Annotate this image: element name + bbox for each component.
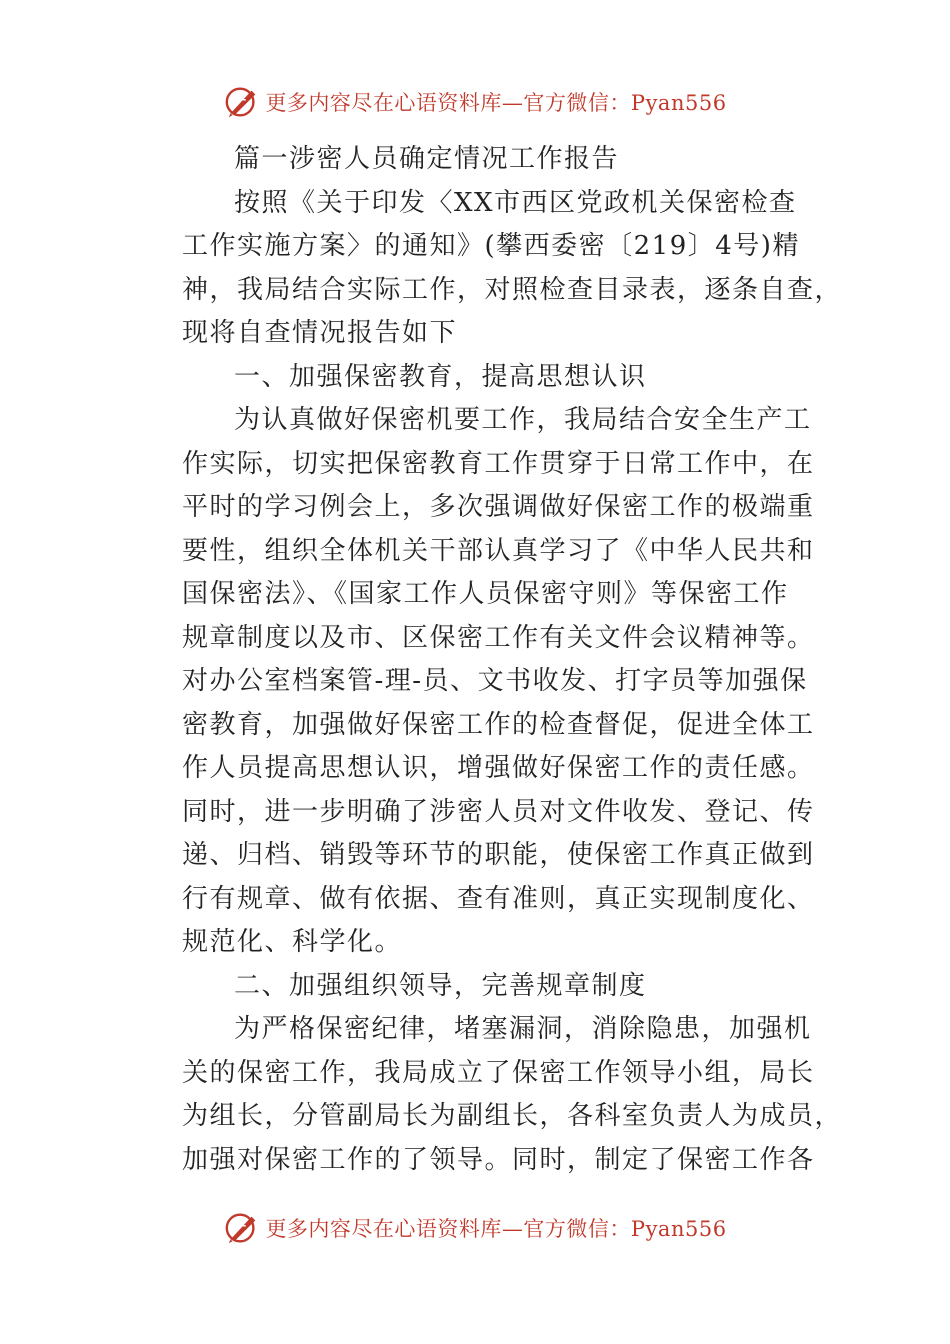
- text-line: 作实际，切实把保密教育工作贯穿于日常工作中，在: [182, 448, 815, 479]
- text-line: 神，我局结合实际工作，对照检查目录表，逐条自查，: [182, 274, 843, 305]
- text-line: 按照《关于印发〈XX市西区党政机关保密检查: [234, 187, 797, 218]
- text-line: 为认真做好保密机要工作，我局结合安全生产工: [234, 405, 812, 435]
- text-line: 行有规章、做有依据、查有准则，真正实现制度化、: [182, 883, 815, 914]
- pen-logo-icon: [223, 83, 261, 121]
- text-line: 对办公室档案管-理-员、文书收发、打字员等加强保: [182, 666, 808, 696]
- text-line: 二、加强组织领导，完善规章制度: [234, 970, 647, 1001]
- text-line: 作人员提高思想认识，增强做好保密工作的责任感。: [182, 753, 815, 783]
- text-line: 为组长，分管副局长为副组长，各科室负责人为成员，: [182, 1101, 843, 1131]
- text-line: 一、加强保密教育，提高思想认识: [234, 361, 647, 392]
- document-body: [182, 138, 843, 1182]
- text-line: 关的保密工作，我局成立了保密工作领导小组，局长: [182, 1057, 815, 1088]
- text-line: 同时，进一步明确了涉密人员对文件收发、登记、传: [182, 796, 815, 827]
- text-line: 工作实施方案〉的通知》(攀西委密〔219〕4号)精: [182, 231, 800, 261]
- header-banner: [0, 80, 950, 124]
- text-line: 要性，组织全体机关干部认真学习了《中华人民共和: [182, 535, 815, 566]
- text-line: 为严格保密纪律，堵塞漏洞，消除隐患，加强机: [234, 1014, 812, 1044]
- footer-banner: [0, 1206, 950, 1250]
- text-line: 规章制度以及市、区保密工作有关文件会议精神等。: [182, 622, 815, 653]
- text-line: 现将自查情况报告如下: [182, 318, 458, 348]
- text-line: 平时的学习例会上，多次强调做好保密工作的极端重: [182, 492, 815, 522]
- text-line: 国保密法》、《国家工作人员保密守则》等保密工作: [182, 579, 789, 609]
- pen-logo-icon: [223, 1209, 261, 1247]
- text-line: 密教育，加强做好保密工作的检查督促，促进全体工: [182, 709, 815, 740]
- text-line: 递、归档、销毁等环节的职能，使保密工作真正做到: [182, 840, 815, 870]
- text-line: 规范化、科学化。: [182, 927, 403, 957]
- text-line: 加强对保密工作的了领导。同时，制定了保密工作各: [182, 1144, 815, 1175]
- text-line: 篇一涉密人员确定情况工作报告: [234, 144, 620, 174]
- banner-text: 更多内容尽在心语资料库—官方微信：Pyan556: [265, 91, 727, 115]
- banner-text: 更多内容尽在心语资料库—官方微信：Pyan556: [265, 1217, 727, 1241]
